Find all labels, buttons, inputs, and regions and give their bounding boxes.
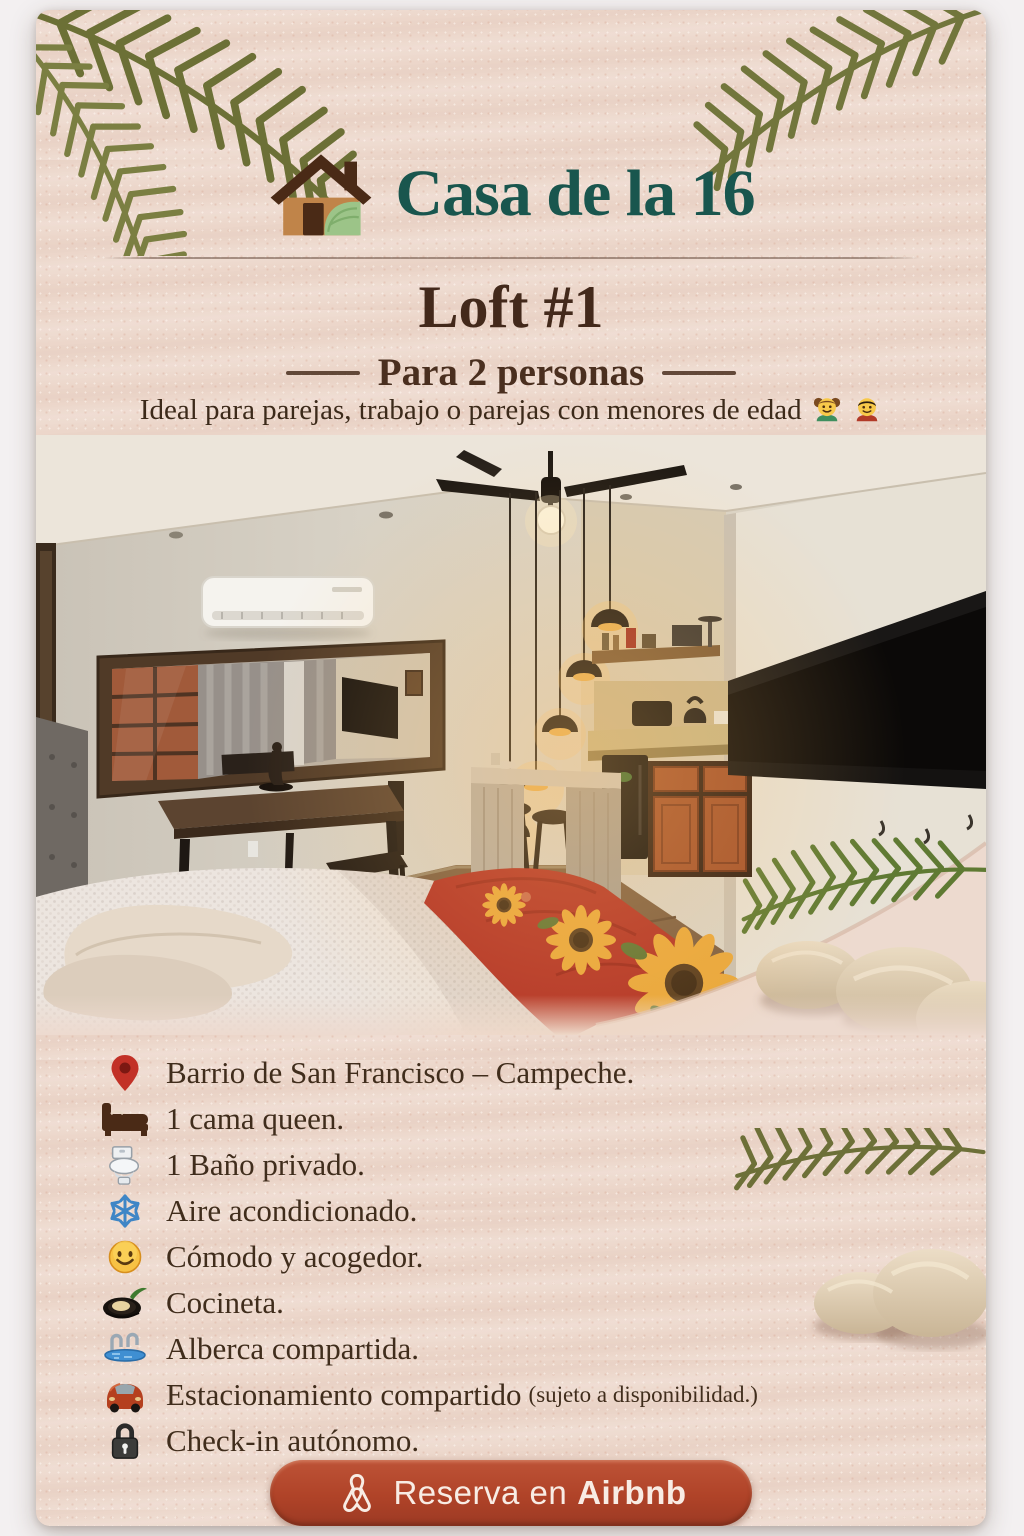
cta-label: Reserva en [393,1474,568,1511]
brand-header [36,148,986,240]
airbnb-logo-icon [335,1471,379,1515]
section-divider [103,257,920,259]
toilet-icon [98,1145,152,1185]
brand-title: Casa de la 16 [395,157,755,230]
flyer-card [36,10,986,1526]
house-icon [267,148,375,240]
feature-text: Barrio de San Francisco – Campeche. [166,1055,635,1090]
boy-emoji-icon [852,395,882,433]
feature-text: Estacionamiento compartido [166,1377,522,1412]
feature-row [98,1418,938,1464]
feature-text: Aire acondicionado. [166,1193,418,1228]
feature-text: Cómodo y acogedor. [166,1239,424,1274]
unit-title: Loft #1 [418,274,604,340]
feature-note: (sujeto a disponibilidad.) [528,1382,758,1407]
feature-text: Check-in autónomo. [166,1423,420,1458]
reserve-airbnb-button[interactable] [270,1460,752,1526]
smiley-icon [98,1240,152,1274]
pool-icon [98,1331,152,1367]
girl-emoji-icon [812,395,842,433]
feature-text: Cocineta. [166,1285,284,1320]
capacity-subtitle [36,350,986,395]
tagline-text: Ideal para parejas, trabajo o parejas con menores de edad [139,394,802,426]
snowflake-icon [98,1193,152,1229]
car-icon [98,1377,152,1413]
feature-text: Alberca compartida. [166,1331,420,1366]
cta-brand-label: Airbnb [577,1474,687,1511]
dash-decoration [662,371,736,375]
feature-row [98,1372,938,1418]
tagline [36,394,986,433]
room-photo [36,435,986,1035]
bed-icon [98,1101,152,1137]
capacity-subtitle-label: Para 2 personas [377,351,645,394]
frying-pan-icon [98,1285,152,1321]
lock-icon [98,1421,152,1461]
dash-decoration [286,371,360,375]
feature-row [98,1050,938,1096]
feature-text: 1 Baño privado. [166,1147,365,1182]
feature-text: 1 cama queen. [166,1101,345,1136]
location-pin-icon [98,1053,152,1093]
stones-decoration [716,1128,986,1378]
